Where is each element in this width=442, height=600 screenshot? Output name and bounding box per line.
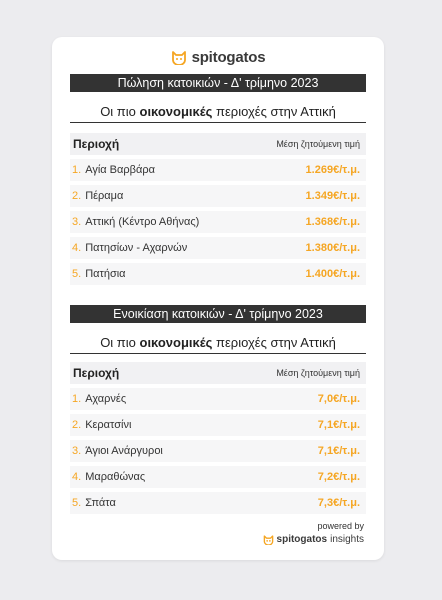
row-rank: 4.: [72, 242, 82, 254]
row-area: Κερατσίνι: [85, 419, 132, 431]
row-area: Πατήσια: [85, 268, 126, 280]
row-price: 1.380€/τ.μ.: [305, 242, 360, 254]
row-rank: 4.: [72, 471, 82, 483]
footer-brand: [263, 534, 364, 545]
table-row: [70, 492, 366, 514]
column-header-area: Περιοχή: [73, 366, 120, 380]
brand-name: spitogatos: [191, 48, 266, 66]
subtitle-text: περιοχές στην Αττική: [212, 103, 336, 119]
row-price: 7,3€/τ.μ.: [317, 497, 360, 509]
cat-head-icon: [171, 49, 187, 65]
subtitle-text: περιοχές στην Αττική: [212, 334, 336, 350]
table-row: [70, 466, 366, 488]
table-row: [70, 237, 366, 259]
subtitle-text: Οι πιο: [100, 103, 140, 119]
rent-section-banner: Ενοικίαση κατοικιών - Δ' τρίμηνο 2023: [70, 305, 366, 323]
footer-brand-name: spitogatos: [276, 534, 328, 545]
row-area: Άγιοι Ανάργυροι: [85, 445, 163, 457]
row-rank: 2.: [72, 190, 82, 202]
table-header: [70, 133, 366, 155]
row-area: Πατησίων - Αχαρνών: [85, 242, 188, 254]
row-area: Σπάτα: [85, 497, 116, 509]
table-row: [70, 263, 366, 285]
row-price: 7,1€/τ.μ.: [317, 445, 360, 457]
row-price: 7,1€/τ.μ.: [317, 419, 360, 431]
table-row: [70, 440, 366, 462]
row-area: Αγία Βαρβάρα: [85, 164, 155, 176]
table-row: [70, 159, 366, 181]
row-price: 1.269€/τ.μ.: [305, 164, 360, 176]
table-row: [70, 185, 366, 207]
powered-by-label: powered by: [317, 521, 364, 531]
column-header-price: Μέση ζητούμενη τιμή: [276, 139, 360, 149]
row-price: 1.400€/τ.μ.: [305, 268, 360, 280]
row-rank: 1.: [72, 164, 82, 176]
cat-head-icon: [263, 534, 274, 545]
row-price: 7,0€/τ.μ.: [317, 393, 360, 405]
table-row: [70, 211, 366, 233]
row-rank: 1.: [72, 393, 82, 405]
row-rank: 3.: [72, 445, 82, 457]
row-rank: 5.: [72, 497, 82, 509]
subtitle-emphasis: οικονομικές: [139, 334, 213, 350]
row-area: Αττική (Κέντρο Αθήνας): [85, 216, 200, 228]
table-row: [70, 414, 366, 436]
footer-attribution: [263, 521, 364, 545]
row-price: 1.368€/τ.μ.: [305, 216, 360, 228]
column-header-price: Μέση ζητούμενη τιμή: [276, 368, 360, 378]
footer-brand-suffix: insights: [330, 534, 364, 545]
row-rank: 2.: [72, 419, 82, 431]
infographic-card: [52, 37, 384, 560]
sale-section-subtitle: [70, 100, 366, 123]
sale-section-banner: Πώληση κατοικιών - Δ' τρίμηνο 2023: [70, 74, 366, 92]
brand-logo: [52, 47, 384, 67]
subtitle-text: Οι πιο: [100, 334, 140, 350]
row-price: 7,2€/τ.μ.: [317, 471, 360, 483]
rent-section-subtitle: [70, 331, 366, 354]
row-area: Πέραμα: [85, 190, 124, 202]
row-price: 1.349€/τ.μ.: [305, 190, 360, 202]
subtitle-emphasis: οικονομικές: [139, 103, 213, 119]
table-header: [70, 362, 366, 384]
column-header-area: Περιοχή: [73, 137, 120, 151]
table-row: [70, 388, 366, 410]
row-rank: 5.: [72, 268, 82, 280]
row-area: Μαραθώνας: [85, 471, 146, 483]
row-area: Αχαρνές: [85, 393, 127, 405]
row-rank: 3.: [72, 216, 82, 228]
rent-prices-table: [70, 362, 366, 518]
sale-prices-table: [70, 133, 366, 289]
